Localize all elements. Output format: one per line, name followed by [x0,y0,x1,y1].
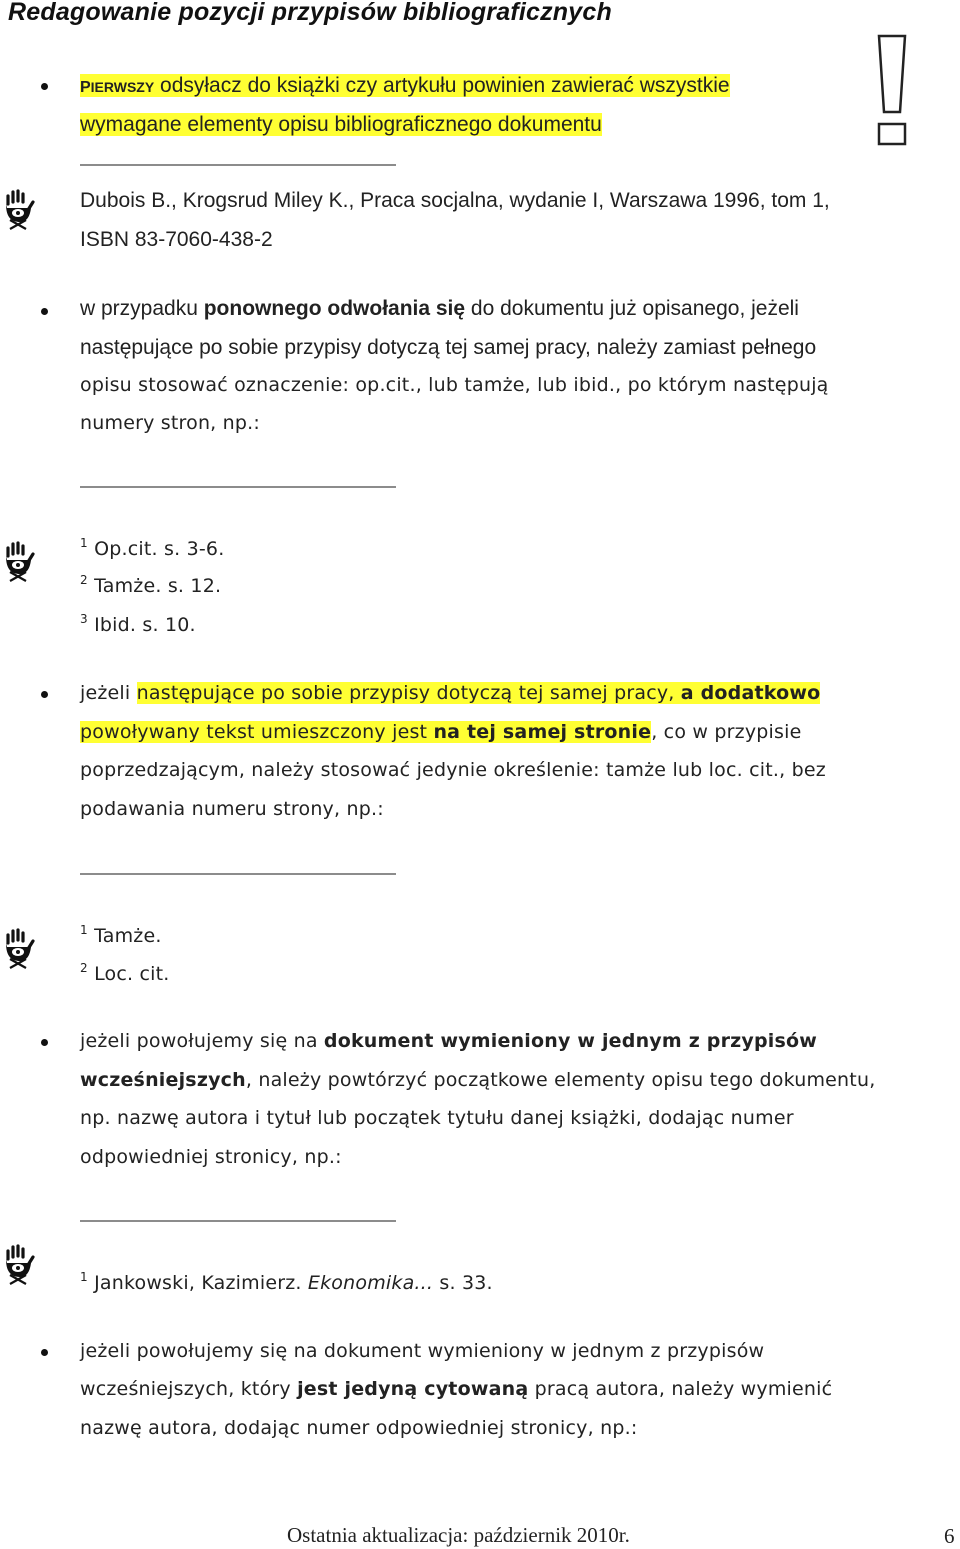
text: , po którym następują [615,374,829,396]
term: loc. cit. [708,759,780,781]
list-bullet [41,691,48,698]
paragraph-line [80,1416,637,1440]
hand-pointer-icon [2,540,36,582]
paragraph-line [80,1145,342,1169]
footnote-example [80,537,224,561]
text: odpowiedniej stronicy, np.: [80,1146,342,1168]
text: numery stron, np.: [80,412,261,434]
footnote-number: 1 [80,923,88,937]
footnote-number: 1 [80,1270,88,1284]
example-text: ISBN 83-7060-438-2 [80,228,273,251]
paragraph-line [80,1106,794,1130]
paragraph-line [80,297,799,321]
highlight-text: na tej samej stronie [433,721,652,743]
paragraph-line [80,74,730,100]
paragraph-line [80,1068,875,1092]
text: lub [666,759,709,781]
term: op.cit. [355,374,416,396]
footnote-text: Tamże. [87,925,162,947]
hand-pointer-icon [2,927,36,969]
text: jeżeli powołujemy się na dokument wymieniony w jednym z przypisów [80,1340,765,1362]
term: tamże [464,374,525,396]
example-text: Dubois B., Krogsrud Miley K. [80,189,349,212]
text: następujące po sobie przypisy dotyczą tej samej pracy, należy zamiast pełnego [80,336,817,359]
highlight-text: P [80,79,91,96]
footnote-example [80,924,162,948]
text: jeżeli powołujemy się na [80,1030,324,1052]
paragraph-line [80,373,829,397]
footnote-text: Op.cit. s. 3-6. [87,538,225,560]
example-reference [80,228,273,252]
text: , lub [415,374,465,396]
text: , bez [779,759,826,781]
footnote-example [80,574,221,598]
highlight-text: IERWSZY [90,79,155,95]
footnote-title: Ekonomika... [307,1272,434,1294]
paragraph-line [80,336,816,360]
highlight-text: a dodatkowo [680,682,821,704]
page-number: 6 [944,1524,955,1548]
paragraph-line [80,1029,817,1053]
footnote-number: 2 [80,573,88,587]
footnote-number: 1 [80,536,88,550]
paragraph-line [80,411,260,435]
highlight-text: powoływany tekst umieszczony jest [80,721,434,743]
highlight-text: do książki czy artykułu powinien zawierać wszystkie [241,74,730,97]
exclamation-icon [874,34,910,146]
footnote-text: Tamże. s. 12. [87,575,222,597]
paragraph-line [80,797,384,821]
text: , należy powtórzyć początkowe elementy opisu tego dokumentu, [245,1069,876,1091]
list-bullet [41,1349,48,1356]
footnote-example [80,1271,493,1295]
text: pracą autora, należy wymienić [528,1378,833,1400]
term: ibid. [573,374,616,396]
example-reference [80,189,830,213]
footnote-number: 3 [80,612,88,626]
text: opisu stosować oznaczenie: [80,374,356,396]
highlight-text: następujące po sobie przypisy dotyczą tej samej pracy, [136,682,681,704]
footnote-separator [80,164,396,166]
list-bullet [41,83,48,90]
footnote-text: s. 33. [433,1272,493,1294]
text: do dokumentu już opisanego, jeżeli [465,297,799,320]
text: np. nazwę autora i tytuł lub początek tytułu danej książki, dodając numer [80,1107,794,1129]
text: , lub [524,374,574,396]
text: w przypadku [80,297,204,320]
highlight-text: odsyłacz [154,74,242,97]
hand-pointer-icon [2,188,36,230]
text: nazwę autora, dodając numer odpowiedniej stronicy, np.: [80,1417,638,1439]
footnote-text: Loc. cit. [87,963,170,985]
bold-text: ponownego odwołania się [203,297,466,320]
footnote-example [80,962,170,986]
text: wcześniejszych, który [80,1378,298,1400]
bold-text: wcześniejszych [80,1069,246,1091]
example-text: , Praca socjalna, wydanie I, Warszawa 1996, tom 1, [348,189,830,212]
paragraph-line [80,720,801,744]
footnote-example [80,613,196,637]
footnote-text: Jankowski, Kazimierz. [87,1272,308,1294]
text: , co w przypisie [651,721,802,743]
text: podawania numeru strony, np.: [80,798,384,820]
text: jeżeli [80,682,137,704]
footnote-separator [80,873,396,875]
footnote-separator [80,1220,396,1222]
paragraph-line [80,681,820,705]
paragraph-line [80,1377,832,1401]
list-bullet [41,1039,48,1046]
text: poprzedzającym, należy stosować jedynie określenie: [80,759,606,781]
page-title: Redagowanie pozycji przypisów bibliograficznych [8,0,612,26]
paragraph-line [80,758,826,782]
paragraph-line [80,113,602,137]
highlight-text: wymagane elementy opisu bibliograficznego dokumentu [80,113,602,136]
footnote-separator [80,486,396,488]
footnote-number: 2 [80,961,88,975]
bold-text: jest jedyną cytowaną [297,1378,529,1400]
bold-text: dokument wymieniony w jednym z przypisów [323,1030,818,1052]
hand-pointer-icon [2,1243,36,1285]
paragraph-line [80,1339,764,1363]
term: tamże [605,759,667,781]
footer-update-note: Ostatnia aktualizacja: październik 2010r. [287,1523,630,1547]
footnote-text: Ibid. s. 10. [87,614,196,636]
list-bullet [41,308,48,315]
